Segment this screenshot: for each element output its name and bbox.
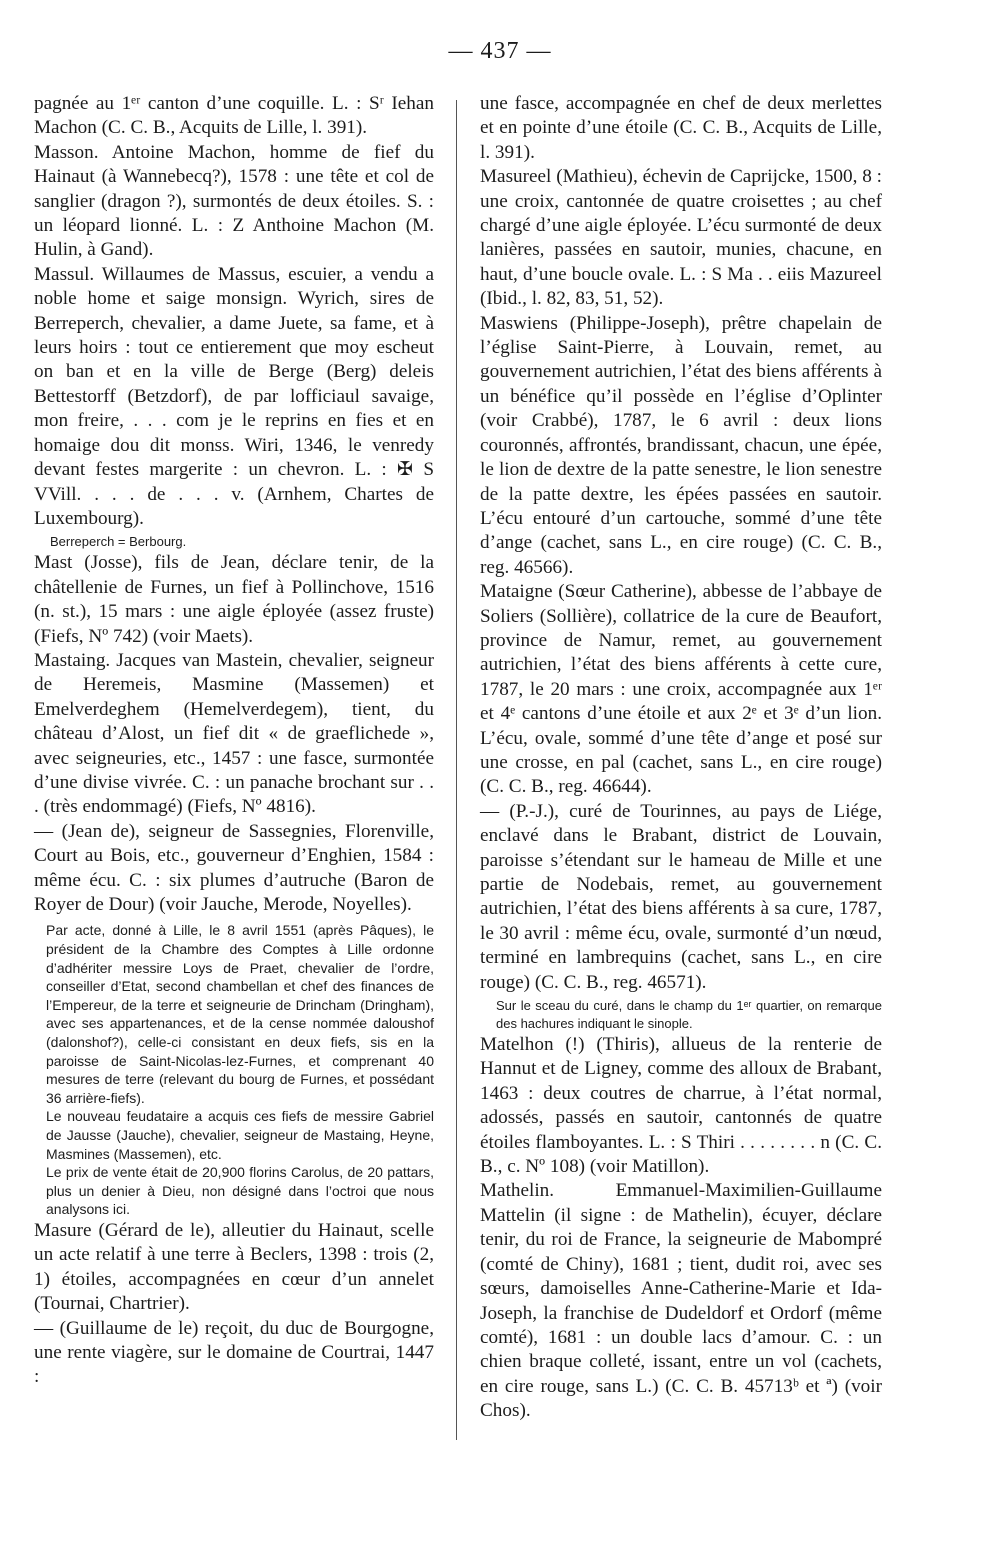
entry-continuation: pagnée au 1ᵉʳ canton d’une coquille. L. : Sʳ Iehan Machon (C. C. B., Acquits de Lille, l. 391). xyxy=(34,93,434,139)
page-number: — 437 — xyxy=(448,38,552,64)
footnote-prix: Le prix de vente était de 20,900 florins Carolus, de 20 pattars, plus un denier à Dieu, non désigné dans l’octroi que nous analysons ici. xyxy=(46,1164,434,1218)
right-column xyxy=(480,92,882,1424)
note-sceau-cure: Sur le sceau du curé, dans le champ du 1ᵉʳ quartier, on remarque des hachures indiquant le sinople. xyxy=(496,998,882,1032)
entry-mataigne-pj: — (P.-J.), curé de Tourinnes, au pays de Liége, enclavé dans le Brabant, district de Louvain, paroisse s’étendant sur le hameau de Mille et une partie de Nodebais, remet, au gouvernement autrichien, l’état des biens afférents à sa cure, 1787, le 30 avril : même écu, ovale, surmonté d’un nœud, terminé en lambrequins (cachet, sans L., en cire rouge) (C. C. B., reg. 46571). xyxy=(480,800,882,993)
left-column xyxy=(34,92,434,1390)
column-divider xyxy=(456,100,457,1440)
footnote-acte: Par acte, donné à Lille, le 8 avril 1551 (après Pâques), le président de la Chambre des Comptes à Lille ordonne d’adhériter messire Loys de Praet, chevalier de l’ordre, conseiller d’Etat, second chambellan et chef des finances de l’Empereur, de la terre et seigneurie de Drincham (Dringham), avec ses appartenances, et de la cense nommée daloushof (dalonshof?), celle-ci consistant en deux fiefs, sis en la paroisse de Saint-Nicolas-lez-Furnes, et comprenant 40 mesures de terre (relevant du bourg de Furnes, et possédant 36 arrière-fiefs). xyxy=(46,922,434,1106)
entry-massul: Massul. Willaumes de Massus, escuier, a vendu a noble home et saige monsign. Wyrich, sires de Berreperch, chevalier, a dame Juete, sa fame, et à leurs hoirs : tout ce entierement que moy escheut on ban et en la ville de Berge (Berg) deleis Bettestorff (Betzdorf), de par lofficiaul savaige, mon freire, . . . com je le reprins en fies et en homaige dou dit monss. Wiri, 1346, le venredy devant festes margerite : un chevron. L. : ✠ S VVill. . . . de . . . v. (Arnhem, Chartes de Luxembourg). xyxy=(34,263,434,529)
note-berreperch: Berreperch = Berbourg. xyxy=(50,534,187,550)
entry-continuation-right: une fasce, accompagnée en chef de deux merlettes et en pointe d’une étoile (C. C. B., Acquits de Lille, l. 391). xyxy=(480,93,882,163)
entry-matelhon: Matelhon (!) (Thiris), allueus de la renterie de Hannut et de Ligney, comme des alloux de Brabant, 1463 : deux coutres de charrue, à l’état normal, adossés, passés en sautoir, cantonnés de quatre étoiles flamboyantes. L. : S Thiri . . . . . . . . n (C. C. B., c. Nº 108) (voir Matillon). xyxy=(480,1034,882,1178)
entry-maswiens: Maswiens (Philippe-Joseph), prêtre chapelain de l’église Saint-Pierre, à Louvain, remet, au gouvernement autrichien, l’état des biens afférents à un bénéfice qu’il possède en l’église d’Oplinter (voir Crabbé), 1787, le 6 avril : deux lions couronnés, affrontés, brandissant, chacun, une épée, le lion de dextre de la patte senestre, le lion senestre de la patte dextre, les épées passées en sautoir. L’écu entouré d’un cartouche, sommé d’une tête d’ange (cachet, sans L., en cire rouge) (C. C. B., reg. 46566). xyxy=(480,312,882,578)
entry-mast: Mast (Josse), fils de Jean, déclare tenir, de la châtellenie de Furnes, un fief à Pollinchove, 1516 (n. st.), 15 mars : une aigle éployée (assez fruste) (Fiefs, Nº 742) (voir Maets). xyxy=(34,552,434,647)
entry-mataigne: Mataigne (Sœur Catherine), abbesse de l’abbaye de Soliers (Sollière), collatrice de la cure de Beaufort, province de Namur, remet, au gouvernement autrichien, l’état des biens afférents à cette cure, 1787, le 20 mars : une croix, accompagnée aux 1ᵉʳ et 4ᵉ cantons d’une étoile et aux 2ᵉ et 3ᵉ d’un lion. L’écu, ovale, sommé d’une tête d’ange et posé sur une crosse, en pal (cachet, sans L., en cire rouge) (C. C. B., reg. 46644). xyxy=(480,581,882,798)
entry-mastaing: Mastaing. Jacques van Mastein, chevalier, seigneur de Heremeis, Masmine (Massemen) et Emelverdeghem (Hemelverdegem), tient, du château d’Alost, un fief dit « de graeflichede », avec seigneuries, etc., 1457 : une fasce, surmontée d’une divise vivrée. C. : un panache brochant sur . . . (très endommagé) (Fiefs, Nº 4816). xyxy=(34,649,434,818)
entry-masureel: Masureel (Mathieu), échevin de Caprijcke, 1500, 8 : une croix, cantonnée de quatre croisettes ; au chef chargé d’une aigle éployée. L’écu surmonté de deux lanières, passées en sautoir, munies, chacune, en haut, d’une boucle ovale. L. : S Ma . . eiis Mazureel (Ibid., l. 82, 83, 51, 52). xyxy=(480,166,882,310)
entry-mathelin: Mathelin. Emmanuel-Maximilien-Guillaume Mattelin (il signe : de Mathelin), écuyer, déclare tenir, du roi de France, la seigneurie de Mabompré (comté de Chiny), 1681 ; tient, dudit roi, avec ses sœurs, damoiselles Anne-Catherine-Marie et Ida-Joseph, la franchise de Dudeldorf et Ordorf (même comté), 1681 : un double lacs d’amour. C. : un chien braque colleté, issant, entre un vol (cachets, en cire rouge, sans L.) (C. C. B. 45713ᵇ et ª) (voir Chos). xyxy=(480,1180,882,1422)
footnote-feudataire: Le nouveau feudataire a acquis ces fiefs de messire Gabriel de Jausse (Jauche), chevalier, seigneur de Mastaing, Heyne, Masmines (Massemen), etc. xyxy=(46,1108,434,1162)
entry-masure: Masure (Gérard de le), alleutier du Hainaut, scelle un acte relatif à une terre à Beclers, 1398 : trois (2, 1) étoiles, accompagnées en cœur d’un annelet (Tournai, Chartrier). xyxy=(34,1219,434,1315)
entry-masson: Masson. Antoine Machon, homme de fief du Hainaut (à Wannebecq?), 1578 : une tête et col de sanglier (dragon ?), surmontés de deux étoiles. S. : un léopard lionné. L. : Z Anthoine Machon (M. Hulin, à Gand). xyxy=(34,141,434,261)
entry-masure-guillaume: — (Guillaume de le) reçoit, du duc de Bourgogne, une rente viagère, sur le domaine de Courtrai, 1447 : xyxy=(34,1317,434,1388)
entry-mastaing-jean: — (Jean de), seigneur de Sassegnies, Florenville, Court au Bois, etc., gouverneur d’Enghien, 1584 : même écu. C. : six plumes d’autruche (Baron de Royer de Dour) (voir Jauche, Merode, Noyelles). xyxy=(34,820,434,915)
